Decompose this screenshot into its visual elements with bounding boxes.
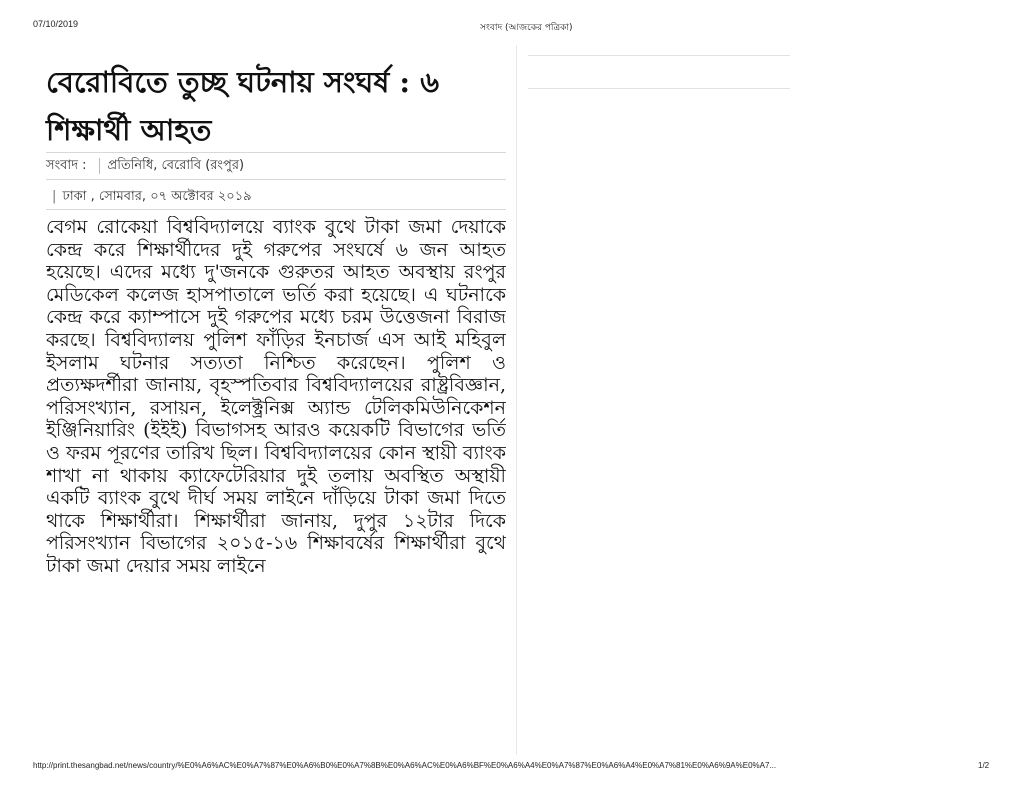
column-divider xyxy=(516,45,517,755)
sidebar-divider-top xyxy=(528,55,790,56)
byline-separator xyxy=(99,158,100,174)
byline xyxy=(46,156,244,177)
byline-reporter: প্রতিনিধি, বেরোবি (রংপুর) xyxy=(107,158,245,173)
sidebar-divider-bottom xyxy=(528,88,790,89)
print-page-title: সংবাদ (আজকের পত্রিকা) xyxy=(480,23,573,33)
dateline xyxy=(52,187,252,208)
dateline-bar: | xyxy=(52,189,57,204)
print-date: 07/10/2019 xyxy=(33,19,79,29)
article-headline: বেরোবিতে তুচ্ছ ঘটনায় সংঘর্ষ : ৬ শিক্ষার্থী আহত xyxy=(46,65,440,147)
footer-url: http://print.thesangbad.net/news/country/%E0%A6%AC%E0%A7%87%E0%A6%B0%E0%A7%8B%E0%A6%AC%E0%A6%BF%E0%A6%A4%E0%A7%87%E0%A6%A4%E0%A7%81%E0%A6%9A%E0%A7... xyxy=(33,761,777,770)
article-body: বেগম রোকেয়া বিশ্ববিদ্যালয়ে ব্যাংক বুথে টাকা জমা দেয়াকে কেন্দ্র করে শিক্ষার্থীদের দুই গরুপের সংঘর্ষে ৬ জন আহত হয়েছে। এদের মধ্যে দু'জনকে গুরুতর আহত অবস্থায় রংপুর মেডিকেল কলেজ হাসপাতালে ভর্তি করা হয়েছে। এ ঘটনাকে কেন্দ্র করে ক্যাম্পাসে দুই গরুপের মধ্যে চরম উত্তেজনা বিরাজ করছে। বিশ্ববিদ্যালয় পুলিশ ফাঁড়ির ইনচার্জ এস আই মহিবুল ইসলাম ঘটনার সত্যতা নিশ্চিত করেছেন। পুলিশ ও প্রত্যক্ষদর্শীরা জানায়, বৃহস্পতিবার বিশ্ববিদ্যালয়ের রাষ্ট্রবিজ্ঞান, পরিসংখ্যান, রসায়ন, ইলেক্ট্রনিক্স অ্যান্ড টেলিকমিউনিকেশন ইঞ্জিনিয়ারিং (ইইই) বিভাগসহ আরও কয়েকটি বিভাগের ভর্তি ও ফরম পূরণের তারিখ ছিল। বিশ্ববিদ্যালয়ের কোন স্থায়ী ব্যাংক শাখা না থাকায় ক্যাফেটেরিয়ার দুই তলায় অবস্থিত অস্থায়ী একটি ব্যাংক বুথে দীর্ঘ সময় লাইনে দাঁড়িয়ে টাকা জমা দিতে থাকে শিক্ষার্থীরা। শিক্ষার্থীরা জানায়, দুপুর ১২টার দিকে পরিসংখ্যান বিভাগের ২০১৫-১৬ শিক্ষাবর্ষের শিক্ষার্থীরা বুথে টাকা জমা দেয়ার সময় লাইনে xyxy=(46,216,506,577)
byline-label: সংবাদ : xyxy=(46,158,87,173)
meta-divider-middle xyxy=(46,179,506,180)
meta-divider-bottom xyxy=(46,209,506,210)
meta-divider-top xyxy=(46,152,506,153)
dateline-text: ঢাকা , সোমবার, ০৭ অক্টোবর ২০১৯ xyxy=(62,189,252,204)
footer-page-number: 1/2 xyxy=(978,761,990,770)
